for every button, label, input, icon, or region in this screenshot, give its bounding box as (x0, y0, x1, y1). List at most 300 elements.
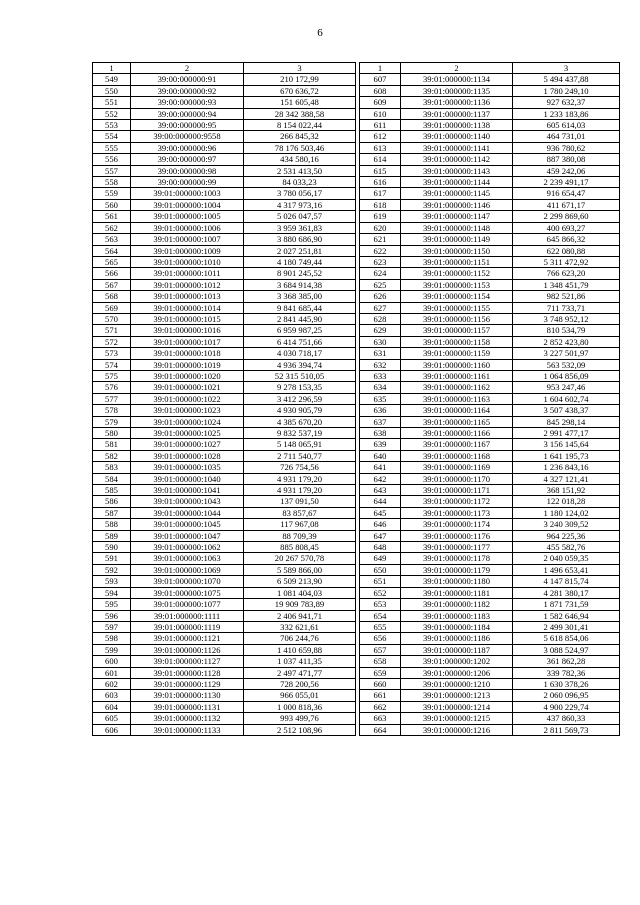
table-row (360, 610, 620, 621)
table-row (360, 462, 620, 473)
cadastral-number-cell: 39:01:000000:1070 (131, 576, 244, 587)
cadastral-number-cell: 39:01:000000:1173 (401, 507, 513, 518)
row-number-cell: 616 (360, 177, 401, 188)
row-number-cell: 551 (93, 97, 131, 108)
value-cell: 455 582,76 (513, 542, 620, 553)
cadastral-number-cell: 39:01:000000:1043 (131, 496, 244, 507)
table-row (93, 621, 356, 632)
row-number-cell: 598 (93, 633, 131, 644)
table-row (93, 724, 356, 735)
table-row (360, 97, 620, 108)
cadastral-number-cell: 39:01:000000:1142 (401, 154, 513, 165)
value-cell: 1 871 731,59 (513, 599, 620, 610)
row-number-cell: 606 (93, 724, 131, 735)
value-cell: 2 711 540,77 (244, 450, 356, 461)
value-cell: 1 780 249,10 (513, 85, 620, 96)
row-number-cell: 648 (360, 542, 401, 553)
row-number-cell: 662 (360, 701, 401, 712)
value-cell: 2 406 941,71 (244, 610, 356, 621)
row-number-cell: 570 (93, 313, 131, 324)
row-number-cell: 627 (360, 302, 401, 313)
row-number-cell: 583 (93, 462, 131, 473)
row-number-cell: 613 (360, 142, 401, 153)
table-row (93, 313, 356, 324)
value-cell: 9 832 537,19 (244, 428, 356, 439)
table-row (360, 279, 620, 290)
value-cell: 8 901 245,52 (244, 268, 356, 279)
row-number-cell: 566 (93, 268, 131, 279)
table-header-row (360, 63, 620, 74)
table-row (93, 177, 356, 188)
row-number-cell: 642 (360, 473, 401, 484)
cadastral-number-cell: 39:01:000000:1158 (401, 336, 513, 347)
value-cell: 6 414 751,66 (244, 336, 356, 347)
table-row (360, 599, 620, 610)
table-row (93, 222, 356, 233)
value-cell: 332 621,61 (244, 621, 356, 632)
value-cell: 706 244,76 (244, 633, 356, 644)
value-cell: 5 494 437,88 (513, 74, 620, 85)
table-row (360, 256, 620, 267)
value-cell: 4 385 670,20 (244, 416, 356, 427)
value-cell: 6 959 987,25 (244, 325, 356, 336)
table-row (360, 530, 620, 541)
row-number-cell: 621 (360, 234, 401, 245)
cadastral-number-cell: 39:01:000000:1126 (131, 644, 244, 655)
row-number-cell: 569 (93, 302, 131, 313)
cadastral-number-cell: 39:01:000000:1186 (401, 633, 513, 644)
cadastral-number-cell: 39:01:000000:1213 (401, 690, 513, 701)
table-row (360, 621, 620, 632)
table-row (360, 496, 620, 507)
table-row (93, 667, 356, 678)
row-number-cell: 586 (93, 496, 131, 507)
cadastral-number-cell: 39:01:000000:1146 (401, 199, 513, 210)
value-cell: 52 315 510,05 (244, 370, 356, 381)
value-cell: 1 236 843,16 (513, 462, 620, 473)
cadastral-number-cell: 39:01:000000:1131 (131, 701, 244, 712)
row-number-cell: 565 (93, 256, 131, 267)
value-cell: 966 055,01 (244, 690, 356, 701)
row-number-cell: 572 (93, 336, 131, 347)
cadastral-number-cell: 39:01:000000:1129 (131, 678, 244, 689)
cadastral-number-cell: 39:01:000000:1183 (401, 610, 513, 621)
row-number-cell: 622 (360, 245, 401, 256)
table-row (360, 359, 620, 370)
table-row (93, 348, 356, 359)
table-row (360, 485, 620, 496)
row-number-cell: 559 (93, 188, 131, 199)
cadastral-number-cell: 39:01:000000:1127 (131, 656, 244, 667)
cadastral-number-cell: 39:01:000000:1143 (401, 165, 513, 176)
cadastral-number-cell: 39:01:000000:1047 (131, 530, 244, 541)
value-cell: 4 936 394,74 (244, 359, 356, 370)
cadastral-number-cell: 39:01:000000:1035 (131, 462, 244, 473)
cadastral-number-cell: 39:01:000000:1167 (401, 439, 513, 450)
header-cell-3: 3 (244, 63, 356, 74)
row-number-cell: 597 (93, 621, 131, 632)
cadastral-number-cell: 39:01:000000:1018 (131, 348, 244, 359)
value-cell: 19 909 783,89 (244, 599, 356, 610)
cadastral-number-cell: 39:00:000000:93 (131, 97, 244, 108)
table-row (360, 564, 620, 575)
value-cell: 2 852 423,80 (513, 336, 620, 347)
cadastral-number-cell: 39:01:000000:1182 (401, 599, 513, 610)
row-number-cell: 557 (93, 165, 131, 176)
value-cell: 927 632,37 (513, 97, 620, 108)
row-number-cell: 626 (360, 291, 401, 302)
row-number-cell: 601 (93, 667, 131, 678)
cadastral-number-cell: 39:01:000000:1180 (401, 576, 513, 587)
value-cell: 1 410 659,88 (244, 644, 356, 655)
row-number-cell: 652 (360, 587, 401, 598)
row-number-cell: 660 (360, 678, 401, 689)
value-cell: 210 172,99 (244, 74, 356, 85)
table-row (93, 120, 356, 131)
value-cell: 83 857,67 (244, 507, 356, 518)
row-number-cell: 582 (93, 450, 131, 461)
table-row (93, 439, 356, 450)
table-row (360, 713, 620, 724)
row-number-cell: 654 (360, 610, 401, 621)
row-number-cell: 558 (93, 177, 131, 188)
cadastral-number-cell: 39:01:000000:1024 (131, 416, 244, 427)
row-number-cell: 645 (360, 507, 401, 518)
cadastral-number-cell: 39:01:000000:1012 (131, 279, 244, 290)
row-number-cell: 585 (93, 485, 131, 496)
value-cell: 2 060 096,95 (513, 690, 620, 701)
value-cell: 464 731,01 (513, 131, 620, 142)
cadastral-number-cell: 39:01:000000:1003 (131, 188, 244, 199)
cadastral-number-cell: 39:01:000000:1215 (401, 713, 513, 724)
table-row (360, 245, 620, 256)
row-number-cell: 612 (360, 131, 401, 142)
cadastral-number-cell: 39:01:000000:1140 (401, 131, 513, 142)
row-number-cell: 574 (93, 359, 131, 370)
table-row (93, 485, 356, 496)
row-number-cell: 644 (360, 496, 401, 507)
cadastral-number-cell: 39:01:000000:1169 (401, 462, 513, 473)
row-number-cell: 590 (93, 542, 131, 553)
value-cell: 3 088 524,97 (513, 644, 620, 655)
table-row (360, 154, 620, 165)
row-number-cell: 579 (93, 416, 131, 427)
row-number-cell: 657 (360, 644, 401, 655)
value-cell: 122 018,28 (513, 496, 620, 507)
table-row (93, 633, 356, 644)
value-cell: 728 200,56 (244, 678, 356, 689)
table-row (360, 165, 620, 176)
cadastral-number-cell: 39:00:000000:92 (131, 85, 244, 96)
cadastral-number-cell: 39:01:000000:1216 (401, 724, 513, 735)
cadastral-number-cell: 39:01:000000:1009 (131, 245, 244, 256)
row-number-cell: 653 (360, 599, 401, 610)
table-row (93, 234, 356, 245)
row-number-cell: 664 (360, 724, 401, 735)
table-header-row (93, 63, 356, 74)
header-cell-2: 2 (401, 63, 513, 74)
cadastral-number-cell: 39:01:000000:1144 (401, 177, 513, 188)
table-row (93, 678, 356, 689)
table-row (93, 405, 356, 416)
row-number-cell: 595 (93, 599, 131, 610)
cadastral-number-cell: 39:01:000000:1022 (131, 393, 244, 404)
row-number-cell: 663 (360, 713, 401, 724)
row-number-cell: 615 (360, 165, 401, 176)
row-number-cell: 552 (93, 108, 131, 119)
value-cell: 1 000 818,36 (244, 701, 356, 712)
cadastral-number-cell: 39:01:000000:1015 (131, 313, 244, 324)
row-number-cell: 605 (93, 713, 131, 724)
table-row (93, 325, 356, 336)
cadastral-number-cell: 39:01:000000:1010 (131, 256, 244, 267)
right-table-body (360, 74, 620, 736)
row-number-cell: 594 (93, 587, 131, 598)
row-number-cell: 609 (360, 97, 401, 108)
row-number-cell: 578 (93, 405, 131, 416)
value-cell: 20 267 570,78 (244, 553, 356, 564)
table-row (360, 120, 620, 131)
cadastral-number-cell: 39:01:000000:1162 (401, 382, 513, 393)
cadastral-number-cell: 39:01:000000:1150 (401, 245, 513, 256)
cadastral-number-cell: 39:01:000000:1141 (401, 142, 513, 153)
header-cell-3: 3 (513, 63, 620, 74)
value-cell: 964 225,36 (513, 530, 620, 541)
value-cell: 266 845,32 (244, 131, 356, 142)
cadastral-number-cell: 39:01:000000:1138 (401, 120, 513, 131)
value-cell: 4 180 749,44 (244, 256, 356, 267)
value-cell: 437 860,33 (513, 713, 620, 724)
value-cell: 78 176 503,46 (244, 142, 356, 153)
cadastral-number-cell: 39:01:000000:1027 (131, 439, 244, 450)
value-cell: 711 733,71 (513, 302, 620, 313)
value-cell: 434 580,16 (244, 154, 356, 165)
row-number-cell: 637 (360, 416, 401, 427)
cadastral-number-cell: 39:01:000000:1171 (401, 485, 513, 496)
cadastral-number-cell: 39:01:000000:1156 (401, 313, 513, 324)
row-number-cell: 588 (93, 519, 131, 530)
value-cell: 4 317 973,16 (244, 199, 356, 210)
value-cell: 3 227 501,97 (513, 348, 620, 359)
row-number-cell: 632 (360, 359, 401, 370)
cadastral-number-cell: 39:01:000000:1007 (131, 234, 244, 245)
table-row (360, 131, 620, 142)
row-number-cell: 624 (360, 268, 401, 279)
value-cell: 459 242,06 (513, 165, 620, 176)
row-number-cell: 599 (93, 644, 131, 655)
cadastral-number-cell: 39:01:000000:1005 (131, 211, 244, 222)
table-row (93, 279, 356, 290)
row-number-cell: 623 (360, 256, 401, 267)
row-number-cell: 661 (360, 690, 401, 701)
row-number-cell: 659 (360, 667, 401, 678)
cadastral-number-cell: 39:01:000000:1166 (401, 428, 513, 439)
table-row (360, 439, 620, 450)
value-cell: 1 604 602,74 (513, 393, 620, 404)
cadastral-number-cell: 39:01:000000:1187 (401, 644, 513, 655)
cadastral-number-cell: 39:01:000000:1179 (401, 564, 513, 575)
row-number-cell: 589 (93, 530, 131, 541)
cadastral-number-cell: 39:01:000000:1210 (401, 678, 513, 689)
row-number-cell: 614 (360, 154, 401, 165)
table-row (360, 416, 620, 427)
value-cell: 3 156 145,64 (513, 439, 620, 450)
cadastral-number-cell: 39:01:000000:1019 (131, 359, 244, 370)
row-number-cell: 604 (93, 701, 131, 712)
table-row (93, 542, 356, 553)
row-number-cell: 581 (93, 439, 131, 450)
row-number-cell: 596 (93, 610, 131, 621)
cadastral-number-cell: 39:01:000000:1023 (131, 405, 244, 416)
cadastral-number-cell: 39:01:000000:1013 (131, 291, 244, 302)
value-cell: 2 991 477,17 (513, 428, 620, 439)
value-cell: 2 841 445,90 (244, 313, 356, 324)
row-number-cell: 602 (93, 678, 131, 689)
cadastral-number-cell: 39:01:000000:1134 (401, 74, 513, 85)
table-row (93, 393, 356, 404)
table-row (93, 165, 356, 176)
table-row (360, 519, 620, 530)
table-row (360, 142, 620, 153)
value-cell: 936 780,62 (513, 142, 620, 153)
value-cell: 3 748 952,12 (513, 313, 620, 324)
row-number-cell: 555 (93, 142, 131, 153)
table-row (93, 713, 356, 724)
value-cell: 4 030 718,17 (244, 348, 356, 359)
table-row (360, 667, 620, 678)
cadastral-number-cell: 39:01:000000:1155 (401, 302, 513, 313)
value-cell: 1 582 646,94 (513, 610, 620, 621)
cadastral-number-cell: 39:01:000000:1041 (131, 485, 244, 496)
cadastral-number-cell: 39:00:000000:94 (131, 108, 244, 119)
table-row (360, 428, 620, 439)
cadastral-number-cell: 39:00:000000:91 (131, 74, 244, 85)
table-row (93, 245, 356, 256)
table-row (93, 553, 356, 564)
row-number-cell: 563 (93, 234, 131, 245)
table-row (360, 199, 620, 210)
cadastral-number-cell: 39:00:000000:98 (131, 165, 244, 176)
table-row (93, 188, 356, 199)
cadastral-number-cell: 39:00:000000:95 (131, 120, 244, 131)
cadastral-number-cell: 39:01:000000:1016 (131, 325, 244, 336)
value-cell: 4 931 179,20 (244, 485, 356, 496)
table-row (360, 690, 620, 701)
value-cell: 2 512 108,96 (244, 724, 356, 735)
cadastral-number-cell: 39:01:000000:1075 (131, 587, 244, 598)
value-cell: 5 618 854,06 (513, 633, 620, 644)
row-number-cell: 576 (93, 382, 131, 393)
cadastral-number-cell: 39:01:000000:1021 (131, 382, 244, 393)
row-number-cell: 562 (93, 222, 131, 233)
row-number-cell: 646 (360, 519, 401, 530)
table-row (360, 644, 620, 655)
row-number-cell: 617 (360, 188, 401, 199)
cadastral-number-cell: 39:01:000000:1062 (131, 542, 244, 553)
table-row (360, 222, 620, 233)
value-cell: 4 931 179,20 (244, 473, 356, 484)
cadastral-number-cell: 39:01:000000:1130 (131, 690, 244, 701)
row-number-cell: 567 (93, 279, 131, 290)
row-number-cell: 635 (360, 393, 401, 404)
value-cell: 1 037 411,35 (244, 656, 356, 667)
value-cell: 151 605,48 (244, 97, 356, 108)
table-row (93, 370, 356, 381)
value-cell: 2 531 413,50 (244, 165, 356, 176)
table-row (360, 724, 620, 735)
cadastral-number-cell: 39:01:000000:1148 (401, 222, 513, 233)
table-row (360, 382, 620, 393)
cadastral-number-cell: 39:01:000000:1174 (401, 519, 513, 530)
cadastral-number-cell: 39:01:000000:1176 (401, 530, 513, 541)
row-number-cell: 556 (93, 154, 131, 165)
table-row (93, 199, 356, 210)
cadastral-number-cell: 39:01:000000:1069 (131, 564, 244, 575)
left-data-table (92, 62, 356, 736)
row-number-cell: 611 (360, 120, 401, 131)
cadastral-number-cell: 39:01:000000:1121 (131, 633, 244, 644)
row-number-cell: 641 (360, 462, 401, 473)
table-row (93, 302, 356, 313)
table-row (93, 291, 356, 302)
cadastral-number-cell: 39:01:000000:1136 (401, 97, 513, 108)
table-row (93, 564, 356, 575)
table-row (360, 450, 620, 461)
table-row (93, 644, 356, 655)
row-number-cell: 584 (93, 473, 131, 484)
table-row (360, 336, 620, 347)
value-cell: 2 811 569,73 (513, 724, 620, 735)
value-cell: 2 497 471,77 (244, 667, 356, 678)
table-row (360, 325, 620, 336)
table-row (93, 336, 356, 347)
value-cell: 137 091,50 (244, 496, 356, 507)
row-number-cell: 634 (360, 382, 401, 393)
cadastral-number-cell: 39:00:000000:9558 (131, 131, 244, 142)
value-cell: 885 808,45 (244, 542, 356, 553)
cadastral-number-cell: 39:00:000000:99 (131, 177, 244, 188)
value-cell: 982 521,86 (513, 291, 620, 302)
cadastral-number-cell: 39:01:000000:1145 (401, 188, 513, 199)
table-row (93, 656, 356, 667)
value-cell: 766 623,20 (513, 268, 620, 279)
row-number-cell: 600 (93, 656, 131, 667)
value-cell: 3 684 914,38 (244, 279, 356, 290)
table-row (360, 234, 620, 245)
row-number-cell: 561 (93, 211, 131, 222)
table-row (360, 177, 620, 188)
value-cell: 9 278 153,35 (244, 382, 356, 393)
table-row (93, 359, 356, 370)
value-cell: 3 880 686,90 (244, 234, 356, 245)
value-cell: 563 532,09 (513, 359, 620, 370)
table-row (93, 576, 356, 587)
value-cell: 993 499,76 (244, 713, 356, 724)
row-number-cell: 625 (360, 279, 401, 290)
value-cell: 1 630 378,26 (513, 678, 620, 689)
row-number-cell: 655 (360, 621, 401, 632)
value-cell: 88 709,39 (244, 530, 356, 541)
value-cell: 3 412 296,59 (244, 393, 356, 404)
table-row (360, 108, 620, 119)
page-number: 6 (317, 27, 323, 39)
value-cell: 1 081 404,03 (244, 587, 356, 598)
cadastral-number-cell: 39:01:000000:1020 (131, 370, 244, 381)
value-cell: 3 780 056,17 (244, 188, 356, 199)
table-row (360, 576, 620, 587)
table-row (360, 393, 620, 404)
cadastral-number-cell: 39:01:000000:1004 (131, 199, 244, 210)
